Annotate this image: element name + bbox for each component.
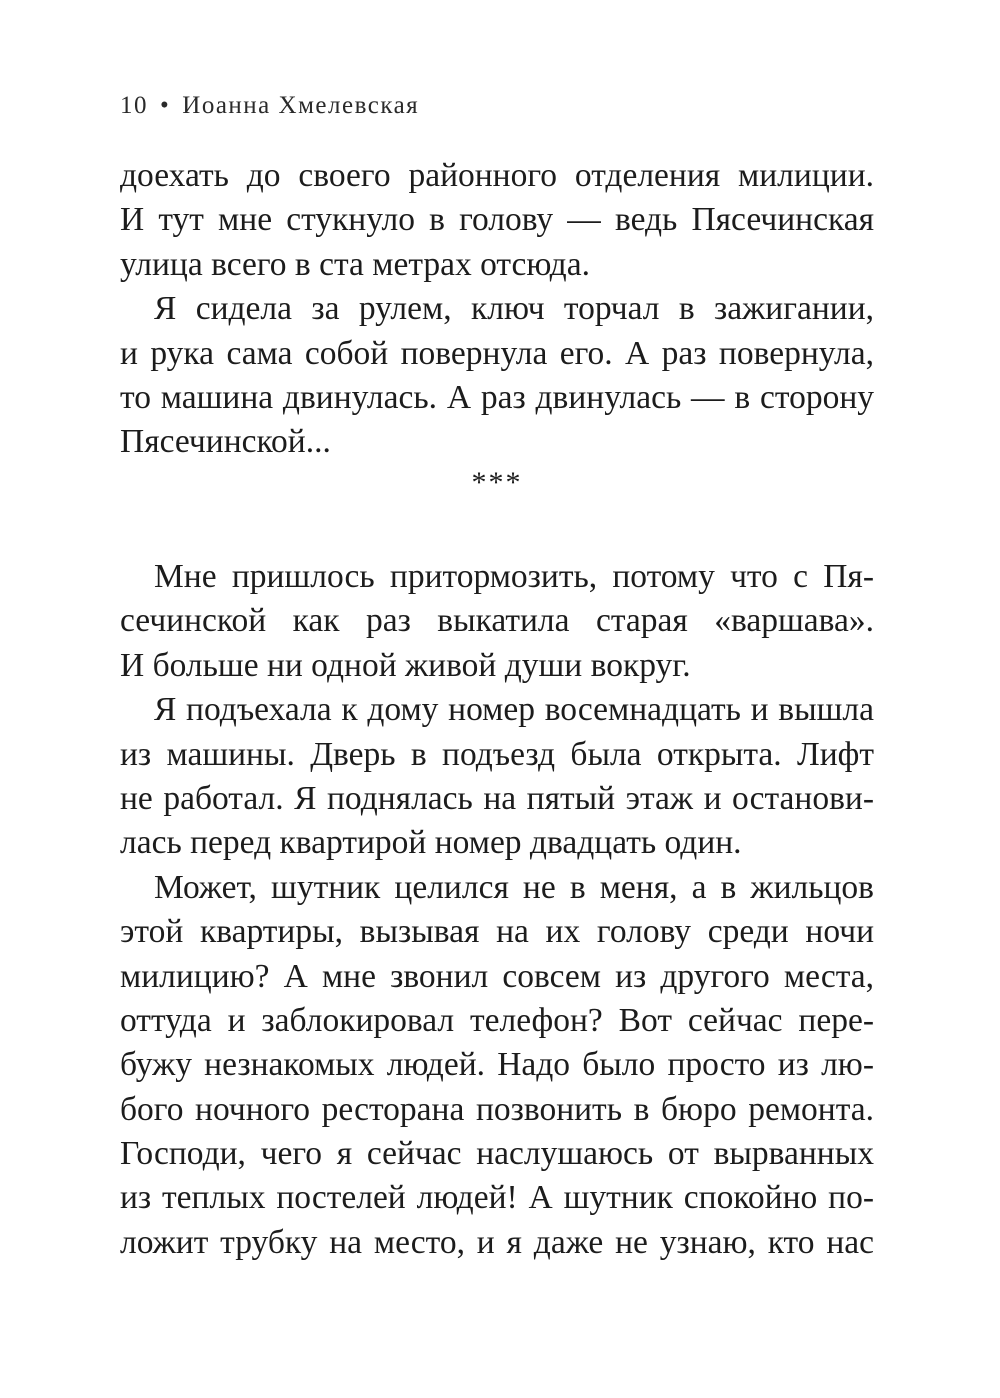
header-separator: • — [160, 92, 171, 119]
text-line: И тут мне стукнуло в голову — ведь Пясечинская — [120, 201, 874, 239]
scene-break: *** — [471, 466, 523, 499]
text-line: Я подъехала к дому номер восемнадцать и вышла — [154, 691, 874, 729]
text-line: и рука сама собой повернула его. А раз повернула, — [120, 334, 874, 372]
page-number: 10 — [120, 92, 148, 119]
text-line: сечинской как раз выкатила старая «варшава». — [120, 602, 874, 640]
text-line: этой квартиры, вызывая на их голову среди ночи — [120, 913, 874, 951]
text-line: ложит трубку на место, и я даже не узнаю, кто нас — [120, 1223, 874, 1261]
text-line: доехать до своего районного отделения милиции. — [120, 157, 874, 194]
text-line: Может, шутник целился не в меня, а в жильцов — [154, 868, 874, 906]
text-line: Я сидела за рулем, ключ торчал в зажигании, — [154, 290, 874, 328]
text-line: то машина двинулась. А раз двинулась — в сторону — [120, 378, 874, 416]
text-line: бого ночного ресторана позвонить в бюро ремонта. — [120, 1090, 874, 1128]
text-line: бужу незнакомых людей. Надо было просто из лю- — [120, 1046, 874, 1084]
text-line: из машины. Дверь в подъезд была открыта. Лифт — [120, 735, 874, 773]
text-line: оттуда и заблокировал телефон? Вот сейчас пере- — [120, 1001, 874, 1039]
text-line: лась перед квартирой номер двадцать один. — [120, 824, 742, 862]
text-line: И больше ни одной живой души вокруг. — [120, 646, 691, 684]
text-line: Мне пришлось притормозить, потому что с Пя- — [154, 558, 874, 595]
text-block-2 — [120, 555, 874, 1265]
text-block-1 — [120, 154, 874, 465]
running-head — [120, 92, 419, 120]
text-line: Господи, чего я сейчас наслушаюсь от вырванных — [120, 1135, 874, 1173]
text-line: не работал. Я поднялась на пятый этаж и останови- — [120, 779, 874, 817]
text-line: милицию? А мне звонил совсем из другого места, — [120, 957, 874, 995]
author-name: Иоанна Хмелевская — [182, 92, 420, 119]
text-line: из теплых постелей людей! А шутник спокойно по- — [120, 1179, 874, 1217]
text-line: улица всего в ста метрах отсюда. — [120, 245, 590, 283]
text-line: Пясечинской... — [120, 423, 331, 461]
